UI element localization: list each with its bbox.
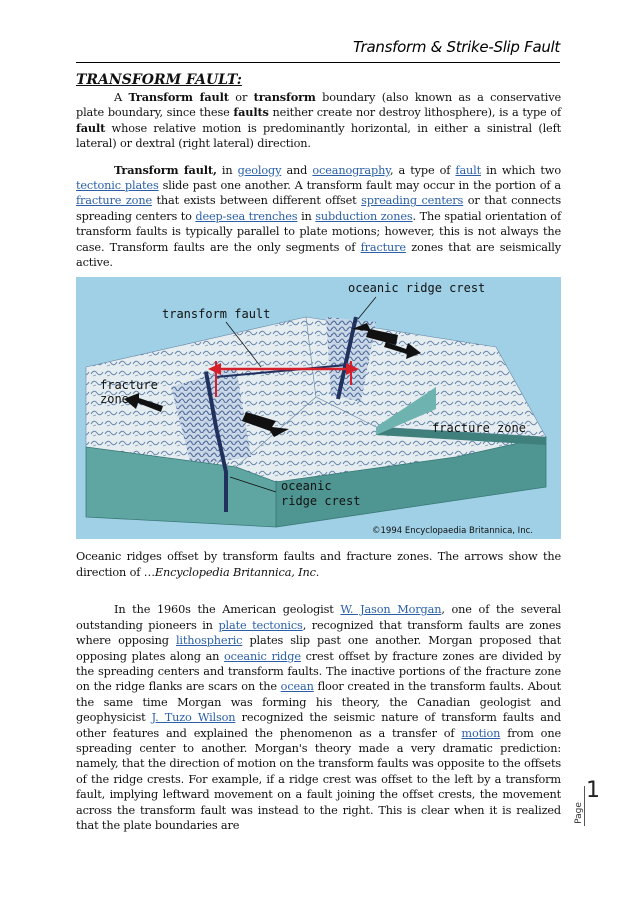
label-fracture-left-1: fracture [100, 378, 158, 393]
label-transform-fault: transform fault [162, 307, 271, 322]
text-run: that exists between different offset [152, 194, 362, 208]
document-body [76, 68, 561, 833]
text-run: In the 1960s the American geologist [114, 603, 341, 617]
text-run: neither create nor destroy lithosphere), is a type of [268, 106, 562, 120]
label-fracture-left-2: zone [100, 392, 129, 407]
caption-text: Oceanic ridges offset by transform faults and fracture zones. The arrows show the direction of … [76, 550, 561, 579]
transform-fault-diagram [76, 277, 561, 539]
bold-term: Transform fault [128, 90, 229, 104]
paragraph-definition [76, 90, 561, 152]
inline-link[interactable]: geology [237, 163, 282, 177]
inline-link[interactable]: motion [461, 726, 501, 740]
inline-link[interactable]: lithospheric [175, 634, 243, 648]
text-run: in [297, 209, 316, 223]
inline-link[interactable]: subduction zones [315, 209, 413, 223]
page-number [573, 778, 600, 838]
inline-link[interactable]: J. Tuzo Wilson [151, 711, 236, 725]
bold-term: fault [76, 120, 106, 135]
inline-link[interactable]: fault [455, 163, 482, 177]
text-run: in [216, 163, 238, 177]
bold-term: Transform fault, [114, 162, 217, 177]
paragraph-transform-fault [76, 163, 561, 271]
text-run: , one of the several outstanding pioneers in [76, 603, 562, 632]
inline-link[interactable]: fracture zone [76, 194, 152, 208]
inline-link[interactable]: plate tectonics [218, 618, 303, 632]
text-run: floor created in the transform faults. About the same time Morgan was forming his theory, the Canadian geologist and geophysicist [76, 680, 561, 725]
header-rule [76, 62, 560, 63]
text-run: in which two [481, 163, 561, 177]
text-run: or [228, 91, 254, 104]
text-run: recognized the seismic nature of transform faults and other features and explained the phenomenon as a transfer of [76, 711, 562, 740]
text-run: crest offset by fracture zones are divided by the spreading centers and transform faults. The inactive portions of the fracture zone on the ridge flanks are scars on the [76, 649, 562, 694]
text-run: whose relative motion is predominantly horizontal, in either a sinistral (left lateral) or dextral (right lateral) direction. [76, 121, 561, 151]
text-run: from one spreading center to another. Morgan's theory made a very dramatic prediction: namely, that the direction of motion on the transform faults was opposite to the offsets of the ridge crests. For example, if a ridge crest was offset to the left by a transform fault, implying leftward movement on a fault joining the offset crests, the movement across the transform fault was instead to the right. This is clear when it is realized that the plate boundaries are [76, 726, 561, 832]
inline-link[interactable]: deep-sea trenches [195, 209, 298, 223]
label-ridge-top: oceanic ridge crest [348, 281, 486, 296]
text-run: , a type of [389, 163, 456, 177]
text-run: slide past one another. A transform fault may occur in the portion of a [158, 179, 561, 193]
text-run: A [114, 91, 129, 104]
text-run: boundary (also known as a conservative plate boundary, since these [76, 91, 561, 120]
bold-term: faults [233, 105, 269, 120]
section-title: TRANSFORM FAULT: [76, 72, 242, 88]
label-ridge-bottom-2: ridge crest [281, 494, 361, 509]
text-run: , recognized that transform faults are zones where opposing [76, 618, 561, 648]
inline-link[interactable]: W. Jason Morgan [340, 603, 442, 617]
paragraph-morgan [76, 602, 561, 833]
inline-link[interactable]: fracture [360, 240, 406, 254]
running-header: Transform & Strike-Slip Fault [352, 38, 560, 56]
bold-term: transform [253, 90, 316, 104]
label-ridge-bottom-1: oceanic [281, 479, 332, 494]
inline-link[interactable]: oceanic ridge [224, 649, 301, 663]
text-run: plates slip past one another. Morgan proposed that opposing plates along an [76, 634, 561, 663]
figure-caption [76, 549, 561, 580]
page-label: Page [573, 802, 584, 824]
inline-link[interactable]: ocean [280, 680, 314, 694]
text-run: and [281, 163, 313, 177]
page-divider [584, 786, 585, 826]
label-fracture-right: fracture zone [432, 421, 526, 436]
caption-source: Encyclopedia Britannica, Inc. [154, 565, 320, 579]
inline-link[interactable]: tectonic plates [76, 179, 159, 193]
page-number-value: 1 [586, 778, 600, 803]
text-run: zones that are seismically active. [76, 240, 561, 270]
inline-link[interactable]: spreading centers [361, 194, 464, 208]
text-run: or that connects spreading centers to [76, 194, 561, 223]
text-run: . The spatial orientation of transform faults is typically parallel to plate motions; however, this is not always the case. Transform faults are the only segments of [76, 209, 561, 254]
inline-link[interactable]: oceanography [312, 163, 390, 177]
label-copyright: ©1994 Encyclopaedia Britannica, Inc. [372, 526, 533, 537]
